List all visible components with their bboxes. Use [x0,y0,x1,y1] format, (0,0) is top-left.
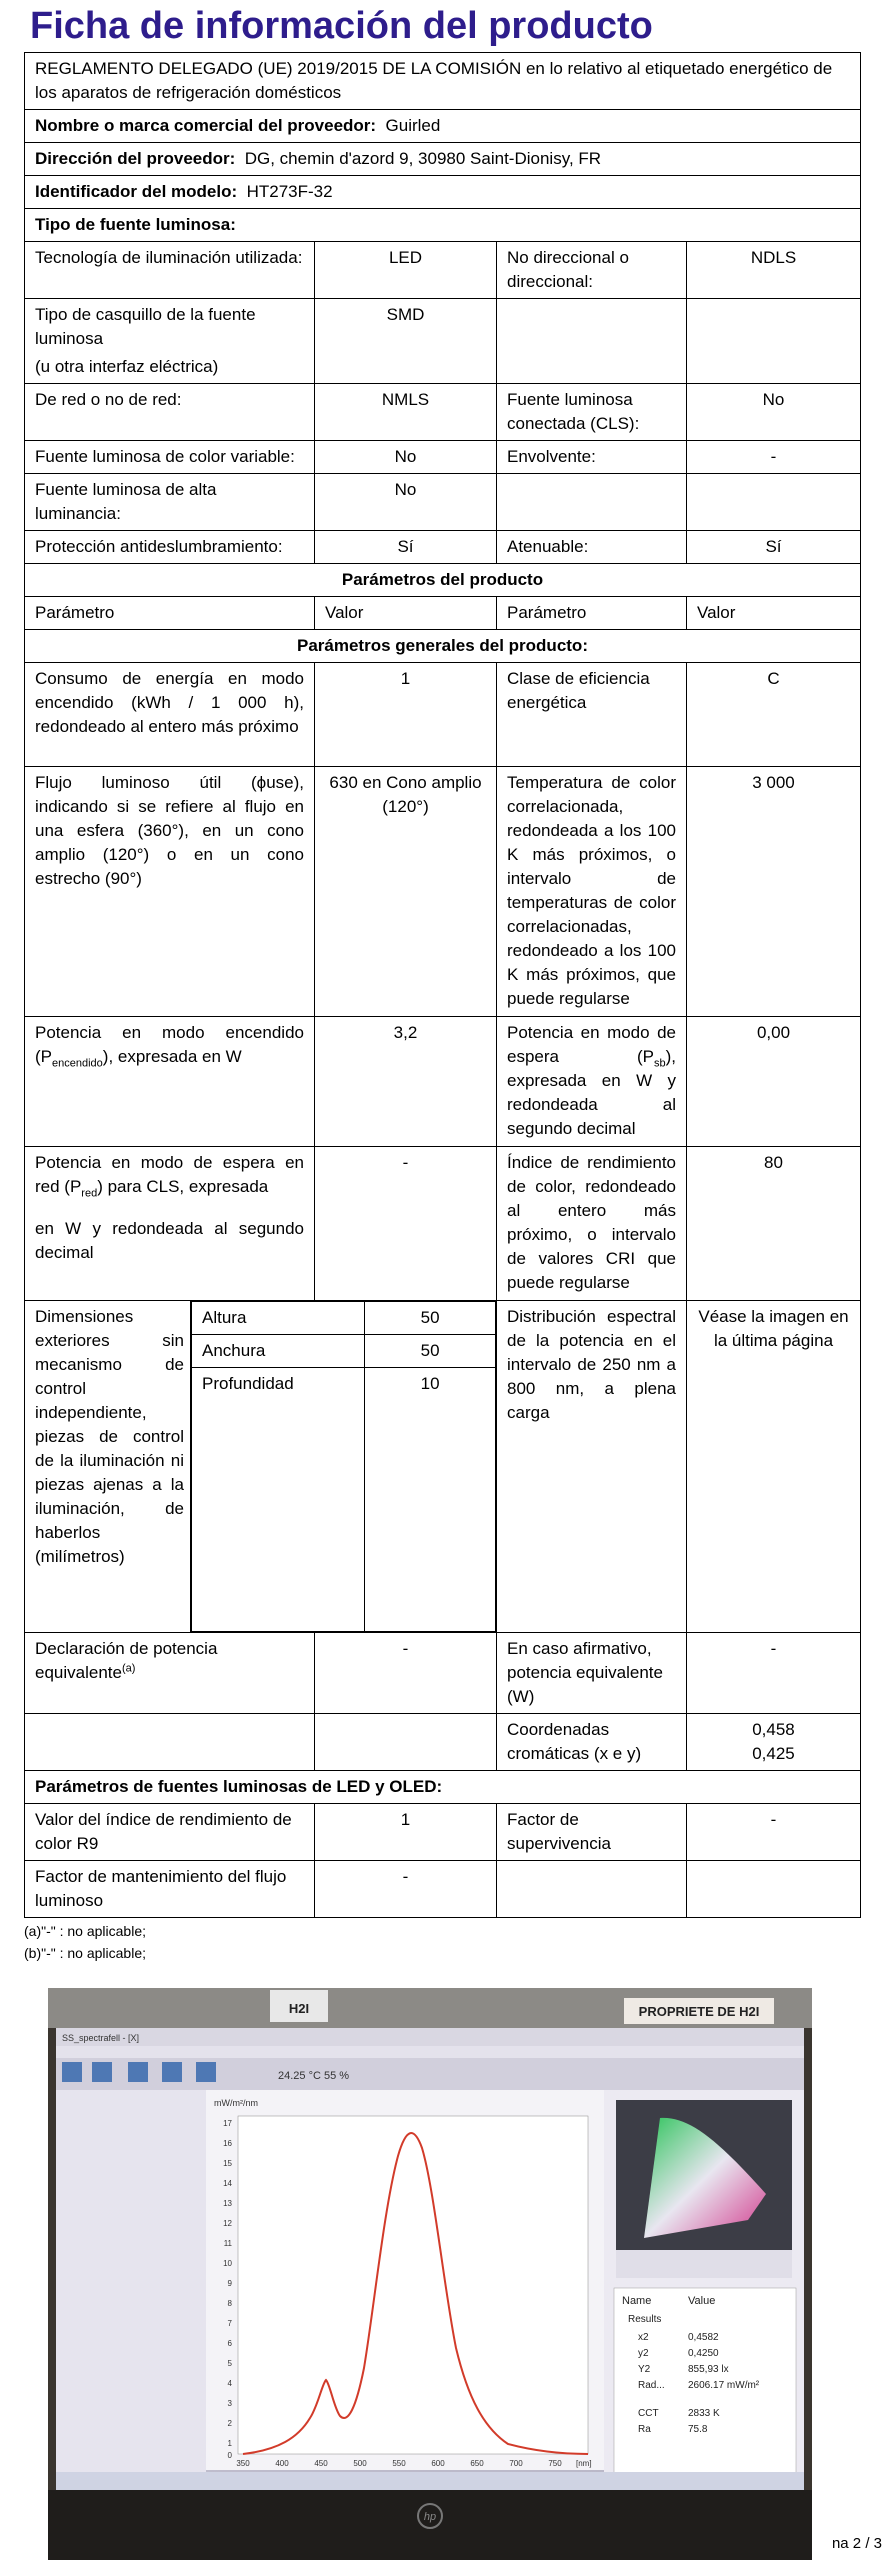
y-tick-label: 13 [223,2199,232,2208]
energy-label: Consumo de energía en modo encendido (kWh / 1 000 h), redondeado al entero más próximo [25,663,315,767]
empty-cell [687,299,861,384]
y-tick-label: 8 [227,2299,232,2308]
tech-value: LED [315,242,497,299]
tech-label: Tecnología de iluminación utilizada: [25,242,315,299]
col-param: Parámetro [25,597,315,630]
x-tick-label: 350 [236,2459,250,2468]
width-label: Anchura [192,1335,365,1368]
info-table [24,52,861,1918]
results-tree-panel [56,2090,206,2490]
result-value: 855,93 lx [688,2364,729,2375]
address-label: Dirección del proveedor: [35,149,236,168]
plot-unit: mW/m²/nm [214,2098,258,2108]
high-luminance-value: No [315,474,497,531]
x-tick-label: 600 [431,2459,445,2468]
networked-standby-label-a: Potencia en modo de espera en red (P [35,1153,304,1196]
y-tick-label: 0 [227,2451,232,2460]
window-titlebar [56,2028,804,2046]
page-title: Ficha de información del producto [30,5,653,47]
menu-bar [56,2046,804,2058]
dimensions-table [191,1301,496,1632]
result-name: y2 [638,2348,649,2359]
footnotes [24,1920,860,1964]
label-tag-text: H2I [288,2001,310,2016]
standby-power-label-a: Potencia en modo de espera (P [507,1023,676,1066]
chromaticity-x: 0,458 [752,1720,795,1739]
supplier-row [25,110,861,143]
empty-cell [315,1714,497,1771]
dimmable-value: Sí [687,531,861,564]
energy-value: 1 [315,663,497,767]
equivalent-power-label-text: Declaración de potencia equivalente [35,1639,218,1682]
mains-value: NMLS [315,384,497,441]
temperature-readout: 24.25 °C 55 % [278,2070,350,2082]
class-value: C [687,663,861,767]
equivalent-power-value: - [315,1633,497,1714]
x-tick-label: 750 [548,2459,562,2468]
envelope-label: Envolvente: [497,441,687,474]
chromaticity-y: 0,425 [752,1744,795,1763]
product-params-heading: Parámetros del producto [25,564,861,597]
y-tick-label: 12 [223,2219,232,2228]
glare-value: Sí [315,531,497,564]
result-value: 2833 K [688,2408,720,2419]
x-tick-label: 450 [314,2459,328,2468]
empty-cell [687,474,861,531]
cls-value: No [687,384,861,441]
model-label: Identificador del modelo: [35,182,238,201]
r9-value: 1 [315,1804,497,1861]
directional-label: No direccional o direccional: [497,242,687,299]
spectrum-photo [48,1988,812,2560]
y-tick-label: 15 [223,2159,232,2168]
high-luminance-label: Fuente luminosa de alta luminancia: [25,474,315,531]
depth-value: 10 [365,1368,496,1632]
col-value: Valor [687,597,861,630]
dimensions-label: Dimensiones exteriores sin mecanismo de control independiente, piezas de control de la iluminación ni piezas ajenas a la iluminación, de haberlos (milímetros) [25,1301,191,1633]
light-source-type-heading: Tipo de fuente luminosa: [25,209,861,242]
y-tick-label: 17 [223,2119,232,2128]
product-information-sheet [24,0,860,1964]
laptop-brand: hp [423,2511,437,2523]
footnote-b: (b)"-" : no aplicable; [24,1945,146,1961]
on-mode-power-label [25,1017,315,1147]
on-mode-power-value: 3,2 [315,1017,497,1147]
flux-value: 630 en Cono amplio (120°) [315,767,497,1017]
supplier-label: Nombre o marca comercial del proveedor: [35,116,377,135]
glare-label: Protección antideslumbramiento: [25,531,315,564]
toolbar-icon [92,2062,112,2082]
chromaticity-label: Coordenadas cromáticas (x e y) [497,1714,687,1771]
dimensions-values [191,1301,497,1633]
networked-standby-label-c: en W y redondeada al segundo decimal [35,1219,304,1262]
taskbar [56,2472,804,2490]
regulation-text: REGLAMENTO DELEGADO (UE) 2019/2015 DE LA COMISIÓN en lo relativo al etiquetado energético de los aparatos de refrigeración domésticos [25,53,861,110]
width-value: 50 [365,1335,496,1368]
toolbar-icon [162,2062,182,2082]
cri-label: Índice de rendimiento de color, redondeado al entero más próximo, o intervalo de valores CRI que puede regularse [497,1147,687,1301]
results-header-name: Name [622,2295,652,2307]
x-axis-unit: [nm] [576,2459,592,2468]
equivalent-power-sup: (a) [121,1662,136,1675]
general-params-heading: Parámetros generales del producto: [25,630,861,663]
empty-cell [25,1714,315,1771]
y-tick-label: 6 [227,2339,232,2348]
chromaticity-value [687,1714,861,1771]
empty-cell [497,1861,687,1918]
result-name: Ra [638,2424,651,2435]
y-tick-label: 9 [227,2279,232,2288]
cri-value: 80 [687,1147,861,1301]
y-tick-label: 7 [227,2319,232,2328]
cct-label: Temperatura de color correlacionada, redondeada a los 100 K más próximos, o intervalo de temperaturas de color correlacionadas, redondeado a los 100 K más próximos, que puede regularse [497,767,687,1017]
x-tick-label: 400 [275,2459,289,2468]
cap-label [25,299,315,384]
x-tick-label: 700 [509,2459,523,2468]
window-title: SS_spectrafell - [X] [62,2033,140,2043]
toolbar-icon [196,2062,216,2082]
x-tick-label: 550 [392,2459,406,2468]
toolbar-icon [128,2062,148,2082]
col-param: Parámetro [497,597,687,630]
laptop-bezel-bottom [48,2490,812,2560]
y-tick-label: 4 [227,2379,232,2388]
dimmable-label: Atenuable: [497,531,687,564]
y-tick-label: 16 [223,2139,232,2148]
y-tick-label: 14 [223,2179,232,2188]
result-name: Rad... [638,2380,665,2391]
y-tick-label: 11 [223,2239,232,2248]
spd-value: Véase la imagen en la última página [687,1301,861,1633]
address-row [25,143,861,176]
y-tick-label: 5 [227,2359,232,2368]
standby-power-value: 0,00 [687,1017,861,1147]
results-title: Results [628,2314,662,2325]
colour-value: No [315,441,497,474]
result-value: 2606.17 mW/m² [688,2380,760,2391]
y-tick-label: 1 [227,2439,232,2448]
y-tick-label: 10 [223,2259,232,2268]
result-name: CCT [638,2408,659,2419]
options-bar [616,2250,792,2278]
cls-label: Fuente luminosa conectada (CLS): [497,384,687,441]
maintenance-label: Factor de mantenimiento del flujo luminoso [25,1861,315,1918]
empty-cell [497,474,687,531]
directional-value: NDLS [687,242,861,299]
empty-cell [497,299,687,384]
empty-cell [687,1861,861,1918]
height-label: Altura [192,1302,365,1335]
equivalent-power-w-value: - [687,1633,861,1714]
depth-label: Profundidad [192,1368,365,1632]
footnote-a: (a)"-" : no aplicable; [24,1923,146,1939]
col-value: Valor [315,597,497,630]
networked-standby-label-b: ) para CLS, expresada [97,1177,269,1196]
y-tick-label: 3 [227,2399,232,2408]
x-tick-label: 650 [470,2459,484,2468]
r9-label: Valor del índice de rendimiento de color R9 [25,1804,315,1861]
equivalent-power-label [25,1633,315,1714]
result-name: x2 [638,2332,649,2343]
spd-label: Distribución espectral de la potencia en el intervalo de 250 nm a 800 nm, a plena carga [497,1301,687,1633]
y-tick-label: 2 [227,2419,232,2428]
height-value: 50 [365,1302,496,1335]
equivalent-power-w-label: En caso afirmativo, potencia equivalente (W) [497,1633,687,1714]
toolbar-icon [62,2062,82,2082]
property-sticker-text: PROPRIETE DE H2I [638,2004,760,2019]
survival-label: Factor de supervivencia [497,1804,687,1861]
networked-standby-value: - [315,1147,497,1301]
plot-area [238,2116,588,2454]
result-name: Y2 [638,2364,651,2375]
colour-label: Fuente luminosa de color variable: [25,441,315,474]
cap-label-line2: (u otra interfaz eléctrica) [35,357,219,376]
page-number: na 2 / 3 [831,2535,882,2552]
results-header-value: Value [688,2295,716,2307]
result-value: 0,4250 [688,2348,719,2359]
cap-label-line1: Tipo de casquillo de la fuente luminosa [35,305,256,348]
on-mode-power-label-b: ), expresada en W [102,1047,242,1066]
result-value: 0,4582 [688,2332,719,2343]
mains-label: De red o no de red: [25,384,315,441]
standby-power-sub: sb [653,1057,666,1070]
cct-value: 3 000 [687,767,861,1017]
address-value: DG, chemin d'azord 9, 30980 Saint-Dionisy, FR [244,149,602,168]
on-mode-power-label-a: Potencia en modo encendido (P [35,1023,304,1066]
supplier-value: Guirled [385,116,441,135]
networked-standby-sub: red [81,1187,98,1200]
model-value: HT273F-32 [246,182,333,201]
model-row [25,176,861,209]
standby-power-label-b: ), expresada en W y redondeada al segundo decimal [507,1047,676,1138]
class-label: Clase de eficiencia energética [497,663,687,767]
flux-label: Flujo luminoso útil (ϕuse), indicando si se refiere al flujo en una esfera (360°), en un cono amplio (120°) o en un cono estrecho (90°) [25,767,315,1017]
spectrum-photo-svg [48,1988,812,2560]
envelope-value: - [687,441,861,474]
maintenance-value: - [315,1861,497,1918]
networked-standby-label [25,1147,315,1301]
standby-power-label [497,1017,687,1147]
survival-value: - [687,1804,861,1861]
result-value: 75.8 [688,2424,708,2435]
led-params-heading: Parámetros de fuentes luminosas de LED y OLED: [25,1771,861,1804]
on-mode-power-sub: encendido [52,1057,103,1070]
x-tick-label: 500 [353,2459,367,2468]
cap-value: SMD [315,299,497,384]
